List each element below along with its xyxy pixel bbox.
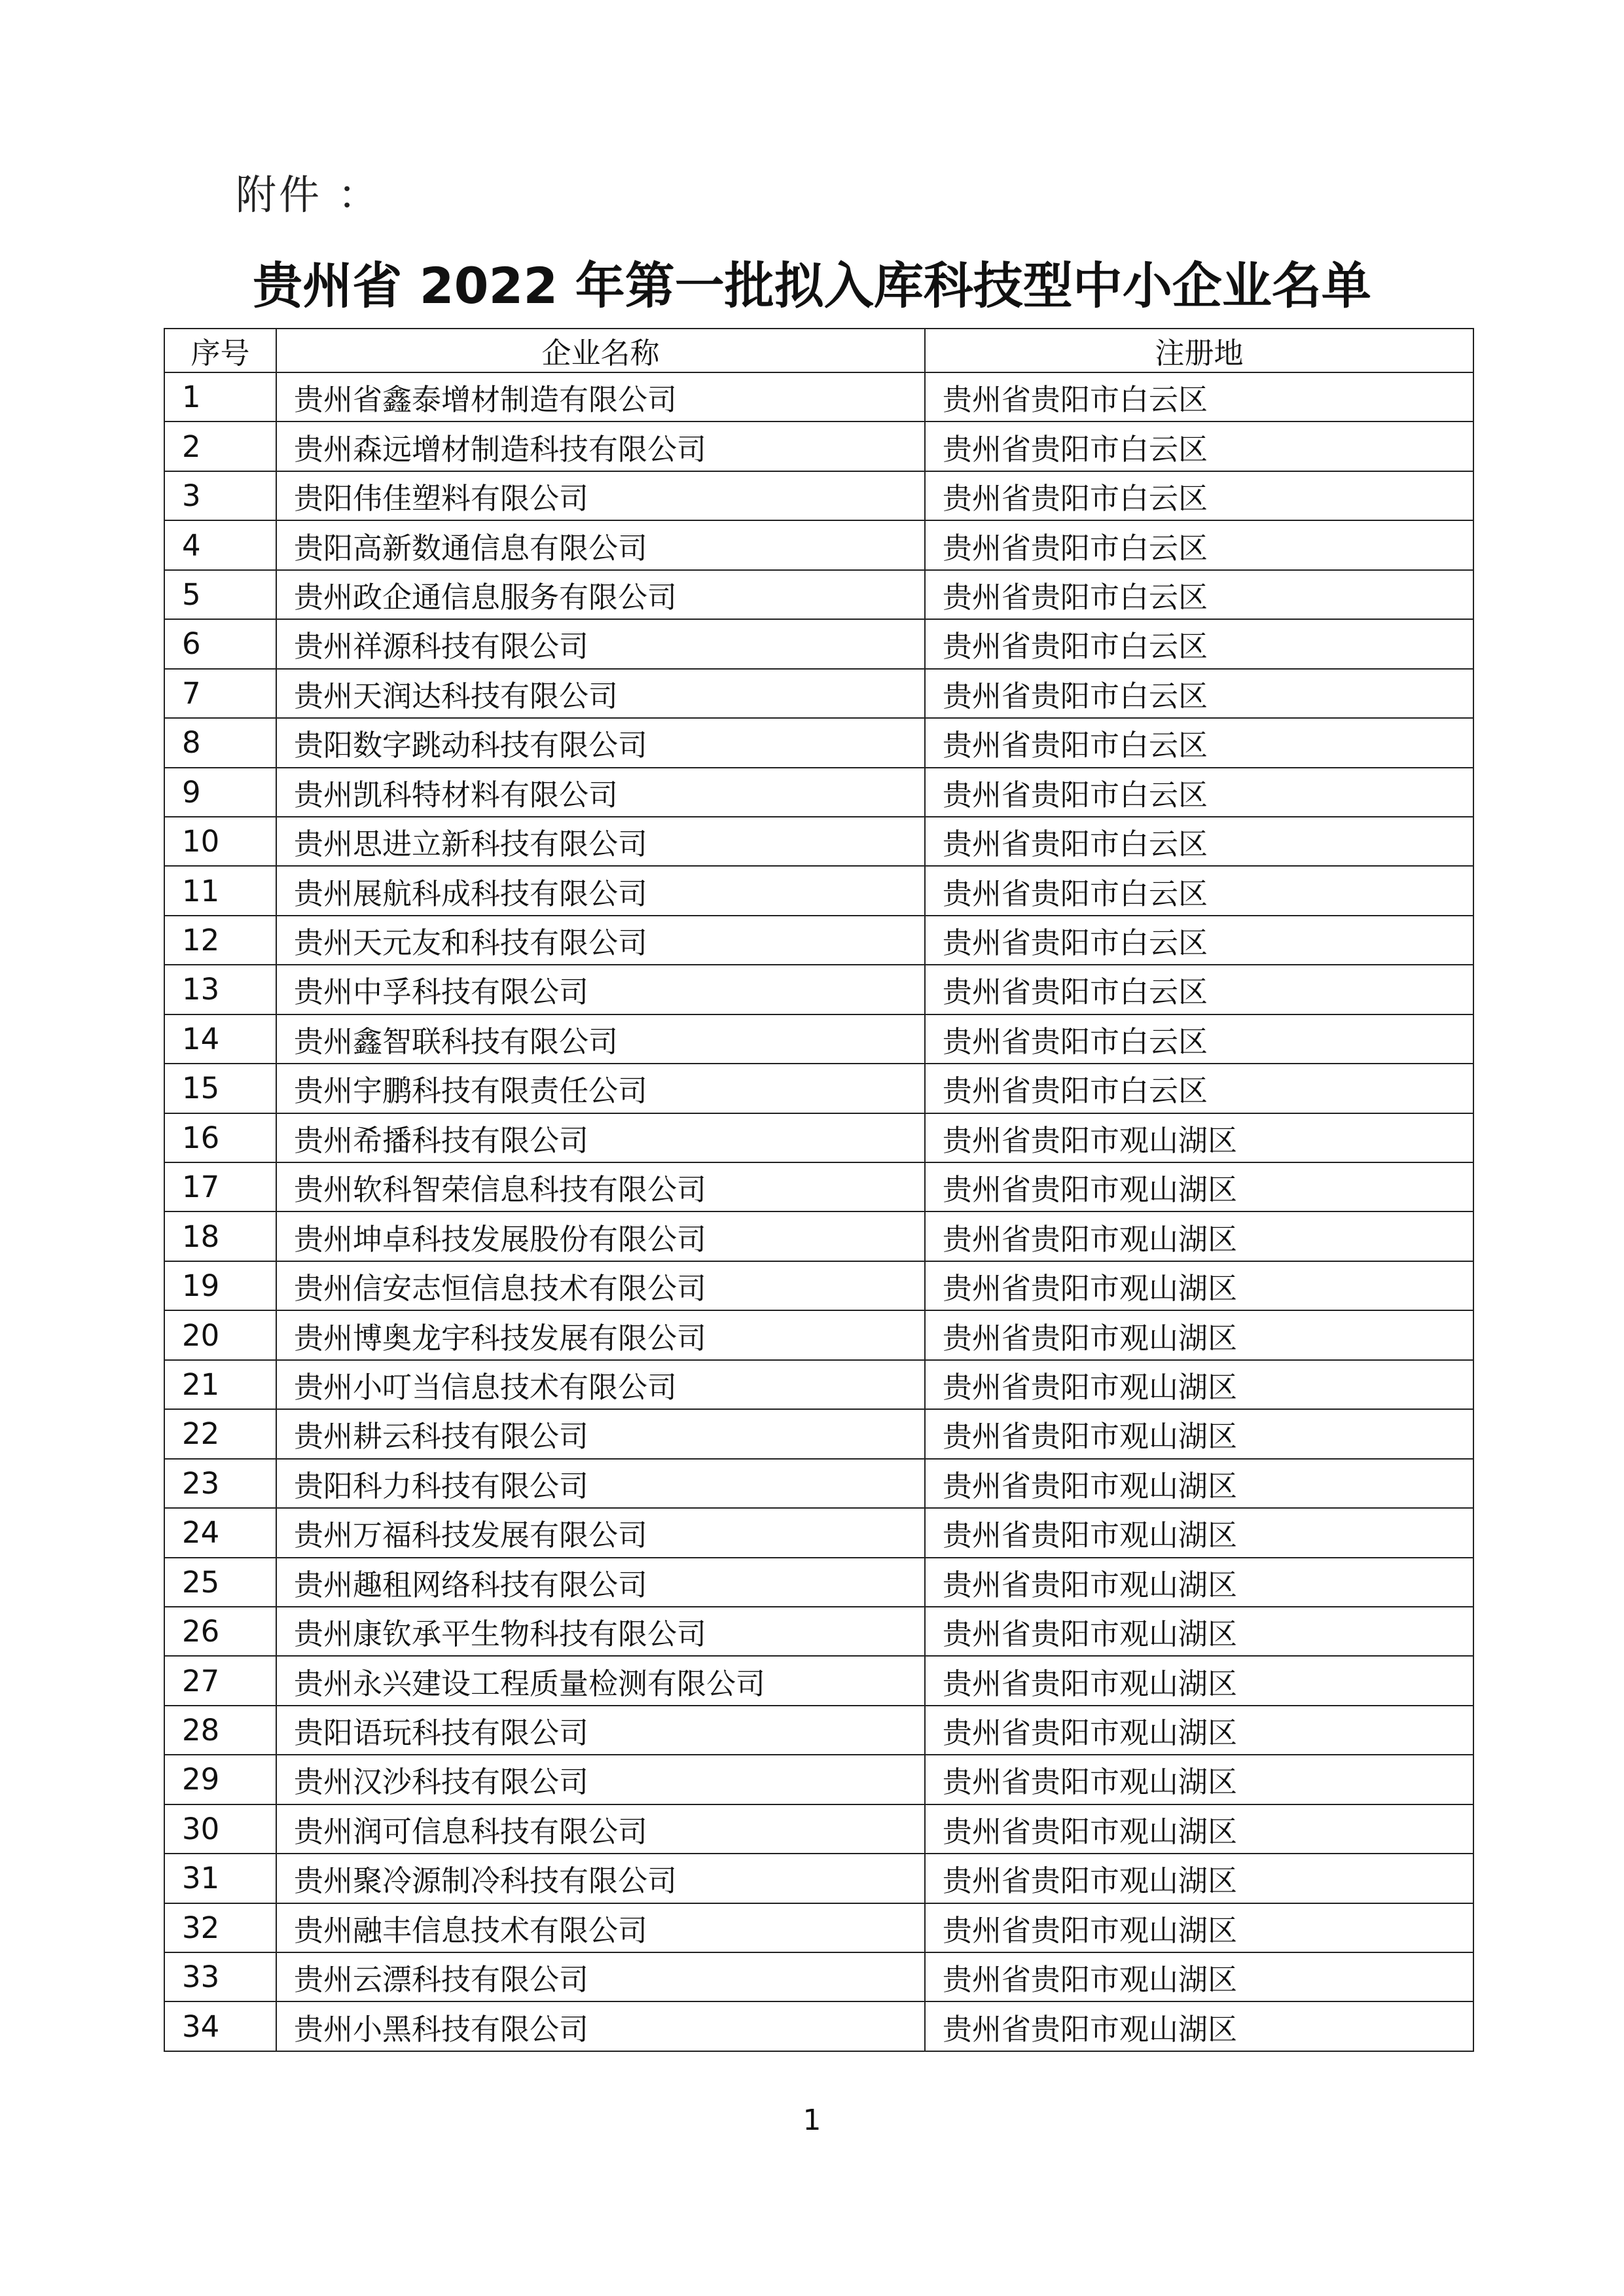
registered-location-cell: 贵州省贵阳市白云区 (925, 422, 1473, 471)
row-index-cell: 21 (164, 1360, 276, 1409)
company-name-cell: 贵州万福科技发展有限公司 (276, 1508, 925, 1557)
table-row (164, 916, 1473, 965)
registered-location-cell: 贵州省贵阳市白云区 (925, 669, 1473, 718)
row-index-cell: 30 (164, 1804, 276, 1854)
document-title: 贵州省 2022 年第一批拟入库科技型中小企业名单 (253, 257, 1371, 315)
company-name-cell: 贵州永兴建设工程质量检测有限公司 (276, 1656, 925, 1705)
row-index-cell: 24 (164, 1508, 276, 1557)
row-index-cell: 26 (164, 1607, 276, 1656)
company-name-cell: 贵州聚冷源制冷科技有限公司 (276, 1854, 925, 1903)
row-index-cell: 12 (164, 916, 276, 965)
table-row (164, 817, 1473, 866)
row-index-cell: 10 (164, 817, 276, 866)
company-name-cell: 贵州展航科成科技有限公司 (276, 866, 925, 915)
table-row (164, 520, 1473, 569)
row-index-cell: 6 (164, 619, 276, 668)
registered-location-cell: 贵州省贵阳市白云区 (925, 916, 1473, 965)
row-index-cell: 28 (164, 1706, 276, 1755)
row-index-cell: 27 (164, 1656, 276, 1705)
enterprise-list-table (164, 328, 1474, 2052)
column-header-index: 序号 (164, 329, 276, 372)
row-index-cell: 22 (164, 1409, 276, 1458)
registered-location-cell: 贵州省贵阳市观山湖区 (925, 1310, 1473, 1359)
row-index-cell: 5 (164, 570, 276, 619)
table-header-row (164, 329, 1473, 372)
row-index-cell: 32 (164, 1903, 276, 1952)
company-name-cell: 贵州信安志恒信息技术有限公司 (276, 1261, 925, 1310)
company-name-cell: 贵州坤卓科技发展股份有限公司 (276, 1211, 925, 1261)
row-index-cell: 31 (164, 1854, 276, 1903)
company-name-cell: 贵州小黑科技有限公司 (276, 2001, 925, 2051)
row-index-cell: 11 (164, 866, 276, 915)
registered-location-cell: 贵州省贵阳市白云区 (925, 817, 1473, 866)
registered-location-cell: 贵州省贵阳市观山湖区 (925, 1360, 1473, 1409)
table-row (164, 1261, 1473, 1310)
registered-location-cell: 贵州省贵阳市白云区 (925, 520, 1473, 569)
page-number: 1 (803, 2104, 821, 2137)
company-name-cell: 贵州软科智荣信息科技有限公司 (276, 1162, 925, 1211)
company-name-cell: 贵州耕云科技有限公司 (276, 1409, 925, 1458)
company-name-cell: 贵阳数字跳动科技有限公司 (276, 718, 925, 767)
company-name-cell: 贵阳语玩科技有限公司 (276, 1706, 925, 1755)
table-row (164, 1804, 1473, 1854)
company-name-cell: 贵州小叮当信息技术有限公司 (276, 1360, 925, 1409)
table-row (164, 718, 1473, 767)
registered-location-cell: 贵州省贵阳市观山湖区 (925, 1113, 1473, 1162)
company-name-cell: 贵州润可信息科技有限公司 (276, 1804, 925, 1854)
row-index-cell: 2 (164, 422, 276, 471)
table-row (164, 1558, 1473, 1607)
registered-location-cell: 贵州省贵阳市白云区 (925, 718, 1473, 767)
table-row (164, 1952, 1473, 2001)
row-index-cell: 7 (164, 669, 276, 718)
registered-location-cell: 贵州省贵阳市白云区 (925, 471, 1473, 520)
row-index-cell: 13 (164, 965, 276, 1014)
company-name-cell: 贵阳伟佳塑料有限公司 (276, 471, 925, 520)
registered-location-cell: 贵州省贵阳市观山湖区 (925, 1804, 1473, 1854)
column-header-company-name: 企业名称 (276, 329, 925, 372)
company-name-cell: 贵州鑫智联科技有限公司 (276, 1014, 925, 1064)
table-row (164, 1755, 1473, 1804)
registered-location-cell: 贵州省贵阳市白云区 (925, 866, 1473, 915)
row-index-cell: 23 (164, 1459, 276, 1508)
row-index-cell: 8 (164, 718, 276, 767)
row-index-cell: 1 (164, 372, 276, 422)
row-index-cell: 17 (164, 1162, 276, 1211)
company-name-cell: 贵州森远增材制造科技有限公司 (276, 422, 925, 471)
row-index-cell: 14 (164, 1014, 276, 1064)
registered-location-cell: 贵州省贵阳市白云区 (925, 1014, 1473, 1064)
table-row (164, 2001, 1473, 2051)
company-name-cell: 贵州云漂科技有限公司 (276, 1952, 925, 2001)
table-row (164, 866, 1473, 915)
company-name-cell: 贵州博奥龙宇科技发展有限公司 (276, 1310, 925, 1359)
company-name-cell: 贵州思进立新科技有限公司 (276, 817, 925, 866)
table-row (164, 1014, 1473, 1064)
table-row (164, 422, 1473, 471)
column-header-registered-location: 注册地 (925, 329, 1473, 372)
company-name-cell: 贵州省鑫泰增材制造有限公司 (276, 372, 925, 422)
row-index-cell: 9 (164, 768, 276, 817)
table-row (164, 1854, 1473, 1903)
row-index-cell: 25 (164, 1558, 276, 1607)
table-row (164, 1211, 1473, 1261)
registered-location-cell: 贵州省贵阳市观山湖区 (925, 1755, 1473, 1804)
table-row (164, 669, 1473, 718)
table-row (164, 1162, 1473, 1211)
company-name-cell: 贵阳科力科技有限公司 (276, 1459, 925, 1508)
company-name-cell: 贵州趣租网络科技有限公司 (276, 1558, 925, 1607)
registered-location-cell: 贵州省贵阳市观山湖区 (925, 1607, 1473, 1656)
registered-location-cell: 贵州省贵阳市观山湖区 (925, 1558, 1473, 1607)
table-row (164, 619, 1473, 668)
registered-location-cell: 贵州省贵阳市观山湖区 (925, 1706, 1473, 1755)
table-row (164, 1508, 1473, 1557)
registered-location-cell: 贵州省贵阳市白云区 (925, 372, 1473, 422)
row-index-cell: 16 (164, 1113, 276, 1162)
registered-location-cell: 贵州省贵阳市观山湖区 (925, 1952, 1473, 2001)
table-row (164, 965, 1473, 1014)
company-name-cell: 贵阳高新数通信息有限公司 (276, 520, 925, 569)
company-name-cell: 贵州天元友和科技有限公司 (276, 916, 925, 965)
company-name-cell: 贵州宇鹏科技有限责任公司 (276, 1064, 925, 1113)
registered-location-cell: 贵州省贵阳市观山湖区 (925, 1508, 1473, 1557)
row-index-cell: 20 (164, 1310, 276, 1359)
table-row (164, 1903, 1473, 1952)
registered-location-cell: 贵州省贵阳市观山湖区 (925, 1162, 1473, 1211)
registered-location-cell: 贵州省贵阳市观山湖区 (925, 1261, 1473, 1310)
registered-location-cell: 贵州省贵阳市观山湖区 (925, 1211, 1473, 1261)
company-name-cell: 贵州汉沙科技有限公司 (276, 1755, 925, 1804)
row-index-cell: 3 (164, 471, 276, 520)
table-row (164, 1113, 1473, 1162)
registered-location-cell: 贵州省贵阳市白云区 (925, 965, 1473, 1014)
row-index-cell: 19 (164, 1261, 276, 1310)
table-row (164, 372, 1473, 422)
table-row (164, 471, 1473, 520)
company-name-cell: 贵州祥源科技有限公司 (276, 619, 925, 668)
company-name-cell: 贵州凯科特材料有限公司 (276, 768, 925, 817)
registered-location-cell: 贵州省贵阳市观山湖区 (925, 1459, 1473, 1508)
company-name-cell: 贵州政企通信息服务有限公司 (276, 570, 925, 619)
table-body (164, 372, 1473, 2051)
company-name-cell: 贵州希播科技有限公司 (276, 1113, 925, 1162)
company-name-cell: 贵州康钦承平生物科技有限公司 (276, 1607, 925, 1656)
table-row (164, 1360, 1473, 1409)
registered-location-cell: 贵州省贵阳市白云区 (925, 1064, 1473, 1113)
registered-location-cell: 贵州省贵阳市白云区 (925, 768, 1473, 817)
registered-location-cell: 贵州省贵阳市观山湖区 (925, 1854, 1473, 1903)
table-row (164, 1409, 1473, 1458)
table-row (164, 1656, 1473, 1705)
registered-location-cell: 贵州省贵阳市白云区 (925, 619, 1473, 668)
table-row (164, 1310, 1473, 1359)
row-index-cell: 34 (164, 2001, 276, 2051)
company-name-cell: 贵州中孚科技有限公司 (276, 965, 925, 1014)
table-row (164, 1706, 1473, 1755)
row-index-cell: 33 (164, 1952, 276, 2001)
company-name-cell: 贵州融丰信息技术有限公司 (276, 1903, 925, 1952)
table-row (164, 1607, 1473, 1656)
attachment-label: 附件 ： (236, 171, 381, 219)
registered-location-cell: 贵州省贵阳市观山湖区 (925, 1656, 1473, 1705)
registered-location-cell: 贵州省贵阳市观山湖区 (925, 1903, 1473, 1952)
company-name-cell: 贵州天润达科技有限公司 (276, 669, 925, 718)
table-row (164, 1459, 1473, 1508)
row-index-cell: 18 (164, 1211, 276, 1261)
registered-location-cell: 贵州省贵阳市白云区 (925, 570, 1473, 619)
row-index-cell: 29 (164, 1755, 276, 1804)
table-row (164, 570, 1473, 619)
registered-location-cell: 贵州省贵阳市观山湖区 (925, 2001, 1473, 2051)
registered-location-cell: 贵州省贵阳市观山湖区 (925, 1409, 1473, 1458)
row-index-cell: 15 (164, 1064, 276, 1113)
row-index-cell: 4 (164, 520, 276, 569)
table-row (164, 768, 1473, 817)
table-row (164, 1064, 1473, 1113)
